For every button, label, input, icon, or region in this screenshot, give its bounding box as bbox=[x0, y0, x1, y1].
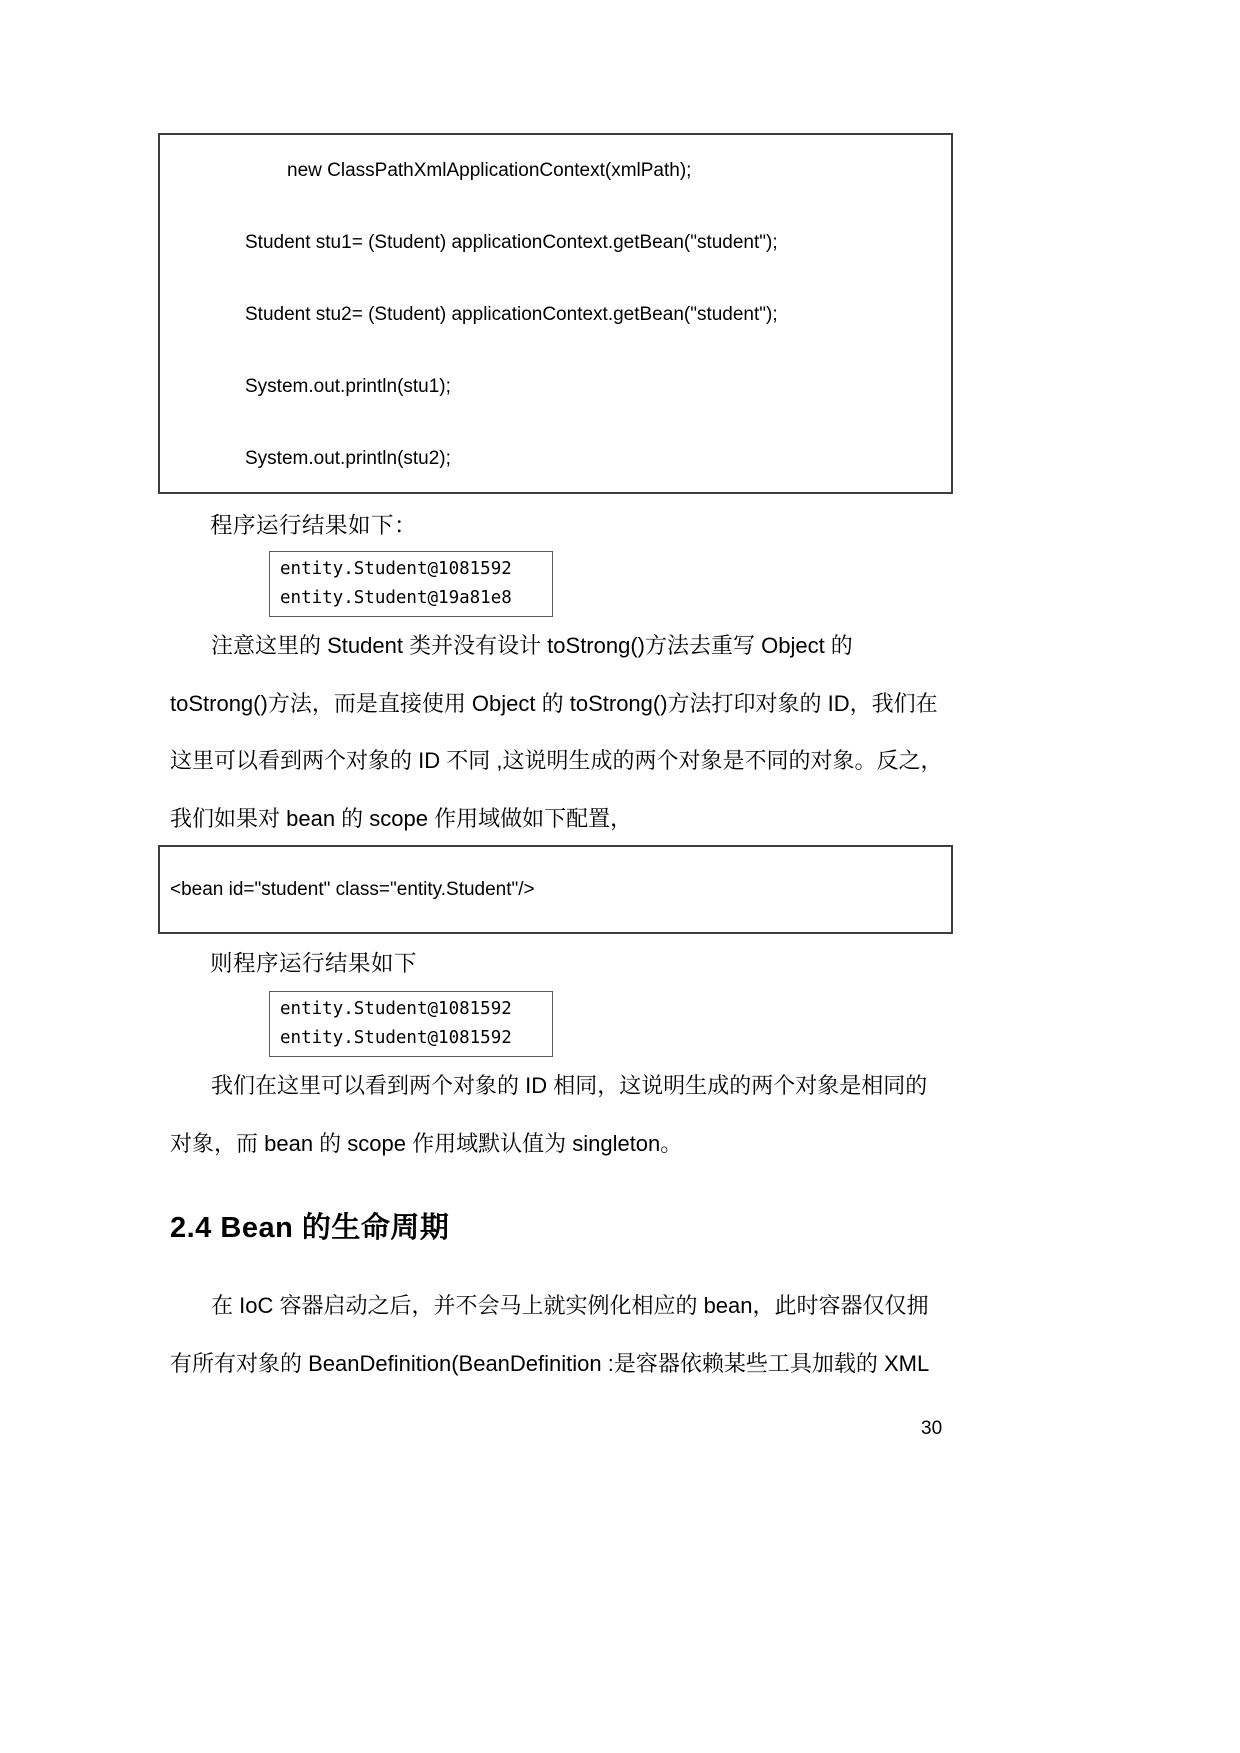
output-line: entity.Student@19a81e8 bbox=[280, 588, 512, 608]
xml-config-block bbox=[158, 845, 953, 934]
code-line: Student stu2= (Student) applicationContext.getBean("student"); bbox=[245, 304, 778, 325]
code-line: System.out.println(stu2); bbox=[245, 448, 451, 469]
code-line: <bean id="student" class="entity.Student"/> bbox=[170, 879, 535, 900]
paragraph-line: 注意这里的 Student 类并没有设计 toStrong()方法去重写 Object 的 bbox=[211, 633, 853, 658]
body-paragraph bbox=[170, 617, 970, 847]
console-output-box bbox=[269, 551, 553, 617]
code-line: System.out.println(stu1); bbox=[245, 376, 451, 397]
output-line: entity.Student@1081592 bbox=[280, 999, 512, 1019]
result-label: 则程序运行结果如下 bbox=[210, 951, 418, 976]
page-number: 30 bbox=[921, 1418, 943, 1439]
body-paragraph bbox=[170, 1277, 970, 1392]
code-line: Student stu1= (Student) applicationContext.getBean("student"); bbox=[245, 232, 778, 253]
paragraph-line: 这里可以看到两个对象的 ID 不同 ,这说明生成的两个对象是不同的对象。反之， bbox=[170, 748, 943, 773]
paragraph-line: 对象，而 bean 的 scope 作用域默认值为 singleton。 bbox=[170, 1130, 683, 1156]
result-label: 程序运行结果如下： bbox=[210, 513, 418, 538]
output-line: entity.Student@1081592 bbox=[280, 1028, 512, 1048]
section-heading: 2.4 Bean 的生命周期 bbox=[170, 1212, 450, 1244]
paragraph-line: 在 IoC 容器启动之后，并不会马上就实例化相应的 bean，此时容器仅仅拥 bbox=[211, 1293, 929, 1318]
paragraph-line: toStrong()方法，而是直接使用 Object 的 toStrong()方法打印对象的 ID，我们在 bbox=[170, 690, 938, 716]
paragraph-line: 有所有对象的 BeanDefinition(BeanDefinition :是容器依赖某些工具加载的 XML bbox=[170, 1350, 930, 1376]
console-output-box bbox=[269, 991, 553, 1057]
java-code-block bbox=[158, 133, 953, 494]
output-line: entity.Student@1081592 bbox=[280, 559, 512, 579]
code-line: new ClassPathXmlApplicationContext(xmlPath); bbox=[287, 160, 692, 181]
paragraph-line: 我们如果对 bean 的 scope 作用域做如下配置， bbox=[170, 805, 633, 831]
paragraph-line: 我们在这里可以看到两个对象的 ID 相同，这说明生成的两个对象是相同的 bbox=[211, 1073, 928, 1098]
body-paragraph bbox=[170, 1057, 970, 1172]
